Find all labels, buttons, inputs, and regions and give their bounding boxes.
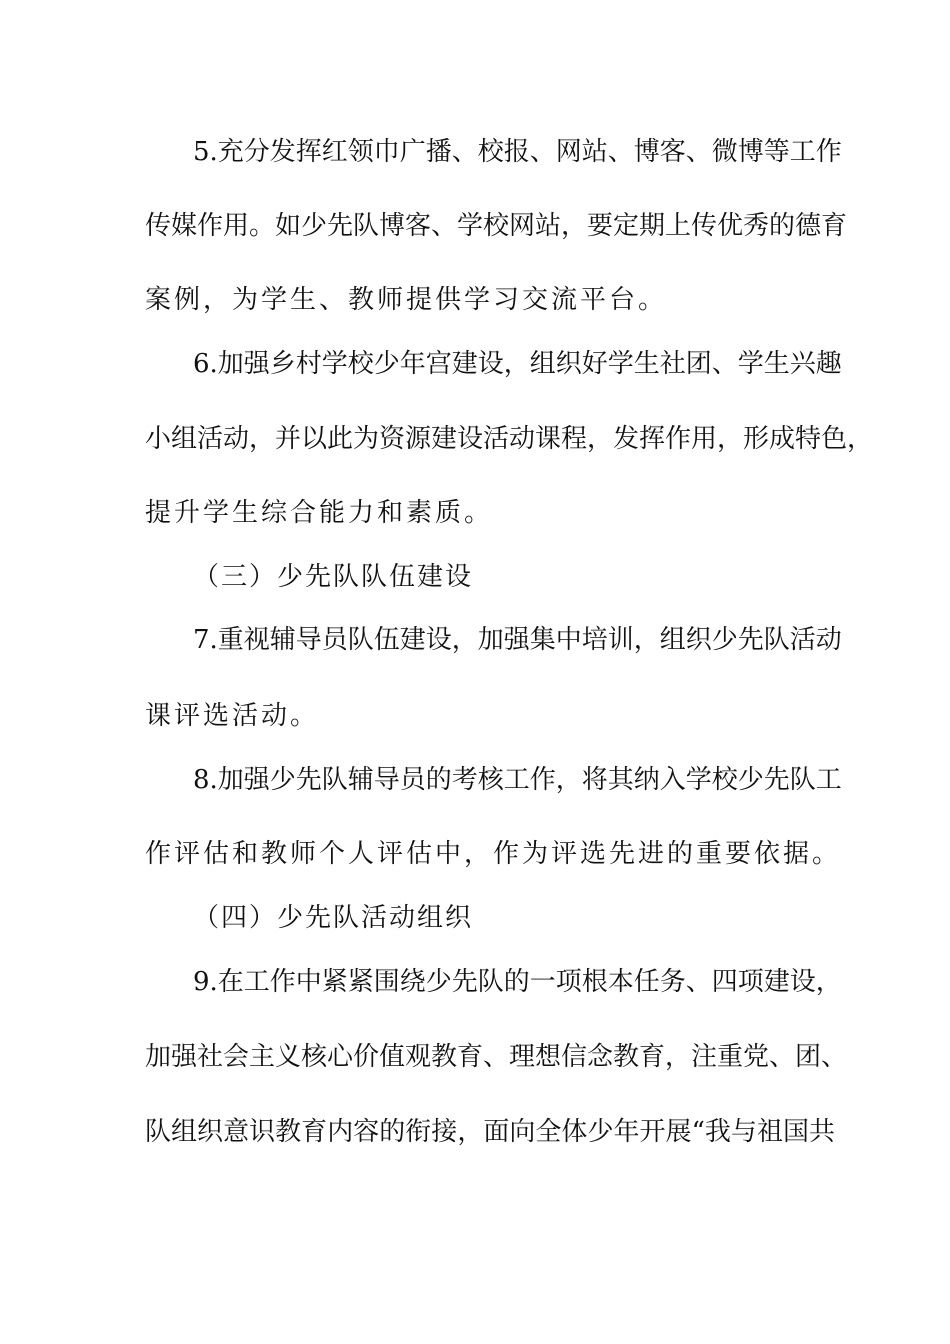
paragraph-5-line-3: 案例，为学生、教师提供学习交流平台。 bbox=[145, 285, 668, 315]
paragraph-7-line-2: 课评选活动。 bbox=[145, 701, 320, 731]
section-heading-3: （三）少先队队伍建设 bbox=[193, 562, 474, 592]
section-heading-4: （四）少先队活动组织 bbox=[193, 903, 474, 933]
paragraph-6-line-1: 6.加强乡村学校少年宫建设，组织好学生社团、学生兴趣 bbox=[193, 349, 842, 379]
paragraph-8-line-1: 8.加强少先队辅导员的考核工作，将其纳入学校少先队工 bbox=[193, 765, 842, 795]
paragraph-6-line-2: 小组活动，并以此为资源建设活动课程，发挥作用，形成特色， bbox=[145, 424, 874, 454]
paragraph-9-line-1: 9.在工作中紧紧围绕少先队的一项根本任务、四项建设， bbox=[193, 967, 842, 997]
paragraph-8-line-2: 作评估和教师个人评估中，作为评选先进的重要依据。 bbox=[145, 839, 842, 869]
paragraph-6-line-3: 提升学生综合能力和素质。 bbox=[145, 498, 494, 528]
paragraph-5-line-1: 5.充分发挥红领巾广播、校报、网站、博客、微博等工作 bbox=[193, 137, 842, 167]
paragraph-9-line-3: 队组织意识教育内容的衔接，面向全体少年开展“我与祖国共 bbox=[145, 1117, 835, 1147]
paragraph-5-line-2: 传媒作用。如少先队博客、学校网站，要定期上传优秀的德育 bbox=[145, 211, 848, 241]
paragraph-9-line-2: 加强社会主义核心价值观教育、理想信念教育，注重党、团、 bbox=[145, 1042, 848, 1072]
paragraph-7-line-1: 7.重视辅导员队伍建设，加强集中培训，组织少先队活动 bbox=[193, 625, 842, 655]
